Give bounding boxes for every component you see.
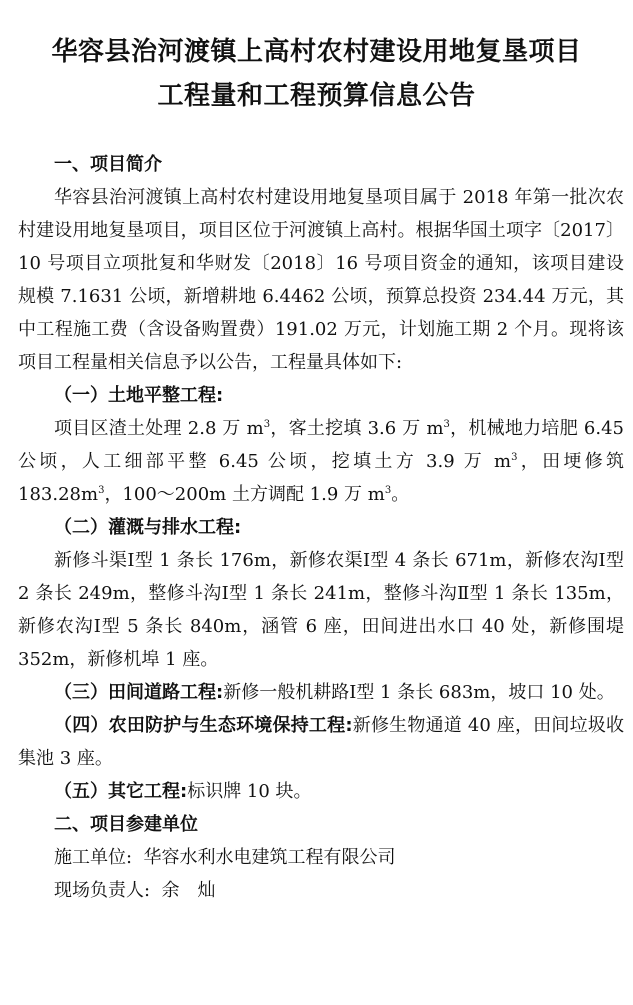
irrigation-heading: （二）灌溉与排水工程:: [54, 517, 242, 538]
land-leveling-text: [18, 412, 624, 511]
cubic-superscript: 3: [263, 419, 271, 430]
document-body: [18, 148, 624, 907]
cubic-superscript: 3: [384, 485, 392, 496]
land-text-6: 。: [391, 484, 410, 505]
land-leveling-heading: （一）土地平整工程:: [54, 385, 224, 406]
cubic-superscript: 3: [98, 485, 105, 496]
section-heading-project-intro: 一、项目简介: [54, 154, 162, 175]
land-text-3: ，机械地力培肥 6.45 公顷，人工细部平整 6.45 公顷，挖填土方 3.9 万 m: [18, 418, 625, 472]
cubic-superscript: 3: [511, 452, 518, 463]
land-leveling-paragraph: [18, 379, 624, 412]
other-paragraph: [18, 775, 624, 808]
protection-text: 新修生物通道 40 座，田间垃圾收集池 3 座。: [18, 715, 624, 769]
irrigation-text: 新修斗渠Ⅰ型 1 条长 176m，新修农渠Ⅰ型 4 条长 671m，新修农沟Ⅰ型 2 条长 249m，整修斗沟Ⅰ型 1 条长 241m，整修斗沟Ⅱ型 1 条长 135m，新修农沟Ⅰ型 5 条长 840m，涵管 6 座，田间进出水口 40 处，新修围堤 352m，新修机埠 1 座。: [18, 550, 624, 670]
document-title-line-1: 华容县治河渡镇上高村农村建设用地复垦项目: [51, 37, 582, 67]
manager-name: 余 灿: [161, 880, 216, 901]
other-text: 标识牌 10 块。: [187, 781, 312, 802]
other-heading: （五）其它工程:: [54, 781, 188, 802]
land-text-1: 项目区渣土处理 2.8 万 m: [54, 418, 264, 439]
irrigation-heading-paragraph: [18, 511, 624, 544]
land-text-5: ，100～200m 土方调配 1.9 万 m: [104, 484, 385, 505]
protection-heading: （四）农田防护与生态环境保持工程:: [54, 715, 353, 736]
land-text-4: ，田埂修筑 183.28m: [18, 451, 624, 505]
land-text-2: ，客土挖填 3.6 万 m: [270, 418, 444, 439]
document-title-line-2: 工程量和工程预算信息公告: [157, 81, 476, 111]
roads-paragraph: [18, 676, 624, 709]
section-heading-participants: 二、项目参建单位: [54, 814, 198, 835]
cubic-superscript: 3: [443, 419, 450, 430]
roads-text: 新修一般机耕路Ⅰ型 1 条长 683m，坡口 10 处。: [223, 682, 615, 703]
contractor-name: 华容水利水电建筑工程有限公司: [143, 847, 396, 868]
contractor-label: 施工单位:: [54, 847, 133, 868]
protection-paragraph: [18, 709, 624, 775]
contractor-line: [18, 841, 624, 874]
project-intro-paragraph: 华容县治河渡镇上高村农村建设用地复垦项目属于 2018 年第一批次农村建设用地复垦项目，项目区位于河渡镇上高村。根据华国土项字〔2017〕10 号项目立项批复和华财发〔2018〕16 号项目资金的通知，该项目建设规模 7.1631 公顷，新增耕地 6.4462 公顷，预算总投资 234.44 万元，其中工程施工费（含设备购置费）191.02 万元，计划施工期 2 个月。现将该项目工程量相关信息予以公告，工程量具体如下:: [18, 187, 624, 373]
manager-label: 现场负责人:: [54, 880, 151, 901]
manager-line: [18, 874, 624, 907]
roads-heading: （三）田间道路工程:: [54, 682, 224, 703]
